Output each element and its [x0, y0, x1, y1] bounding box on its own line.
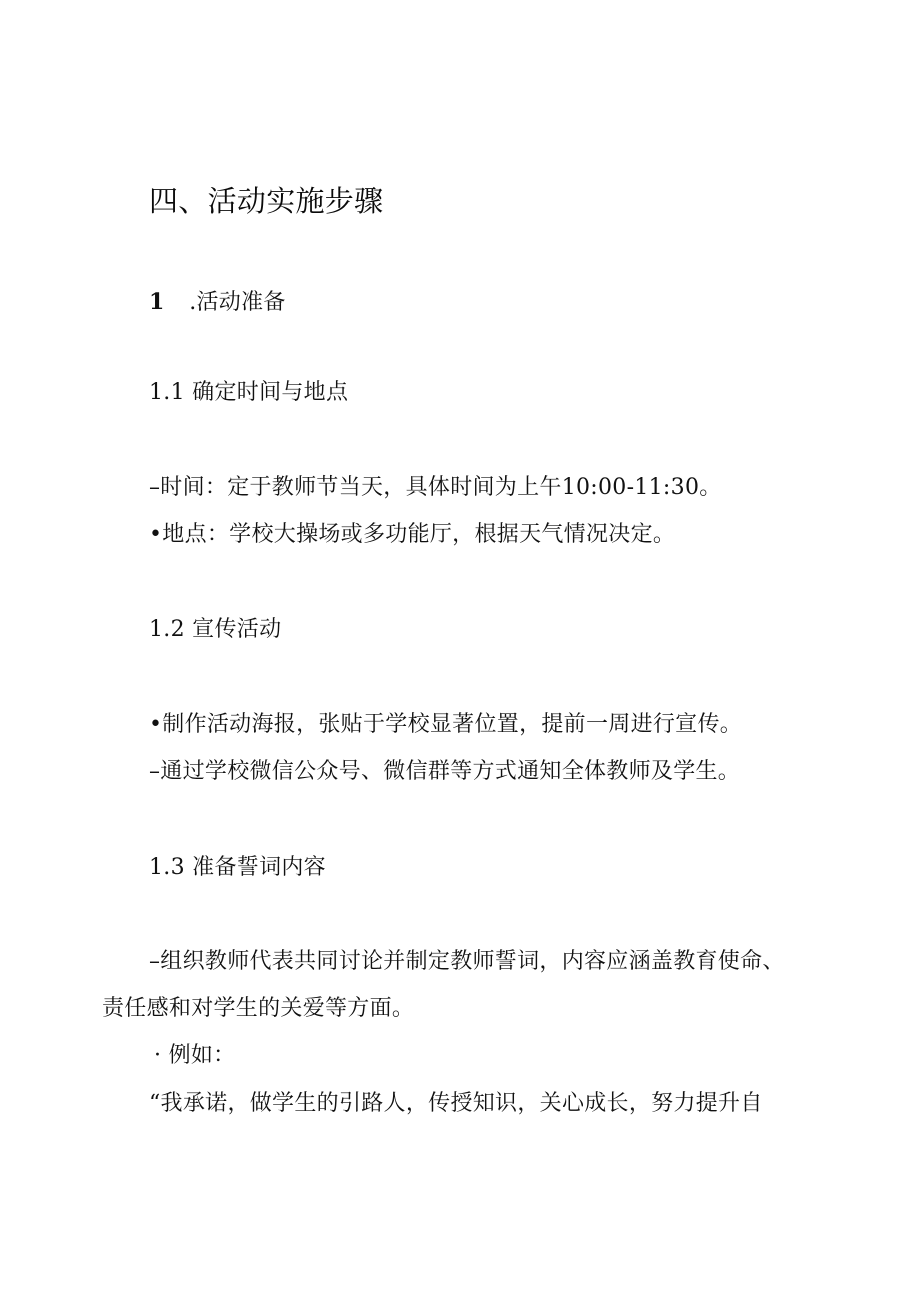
item-1-3-quote: “我承诺，做学生的引路人，传授知识，关心成长，努力提升自: [149, 1091, 763, 1116]
item-1-2-line-poster: •制作活动海报，张贴于学校显著位置，提前一周进行宣传。: [149, 712, 743, 737]
item-1-1-line-location: •地点：学校大操场或多功能厅，根据天气情况决定。: [149, 522, 676, 547]
subsection-title: .活动准备: [189, 290, 286, 315]
item-1-3-example-label: · 例如：: [154, 1043, 236, 1068]
item-1-3-paragraph-line-2: 责任感和对学生的关爱等方面。: [102, 996, 415, 1021]
item-1-2-line-notify: –通过学校微信公众号、微信群等方式通知全体教师及学生。: [149, 759, 741, 784]
subsection-number: 1: [149, 289, 165, 315]
item-heading-1-3: 1.3 准备誓词内容: [149, 855, 326, 880]
item-1-1-line-time: –时间：定于教师节当天，具体时间为上午10:00-11:30。: [149, 475, 722, 500]
item-1-3-paragraph-line-1: –组织教师代表共同讨论并制定教师誓词，内容应涵盖教育使命、: [149, 949, 785, 974]
section-title: 四、活动实施步骤: [149, 184, 384, 218]
subsection-heading: [149, 287, 286, 318]
item-heading-1-1: 1.1 确定时间与地点: [149, 380, 349, 405]
item-heading-1-2: 1.2 宣传活动: [149, 617, 282, 642]
